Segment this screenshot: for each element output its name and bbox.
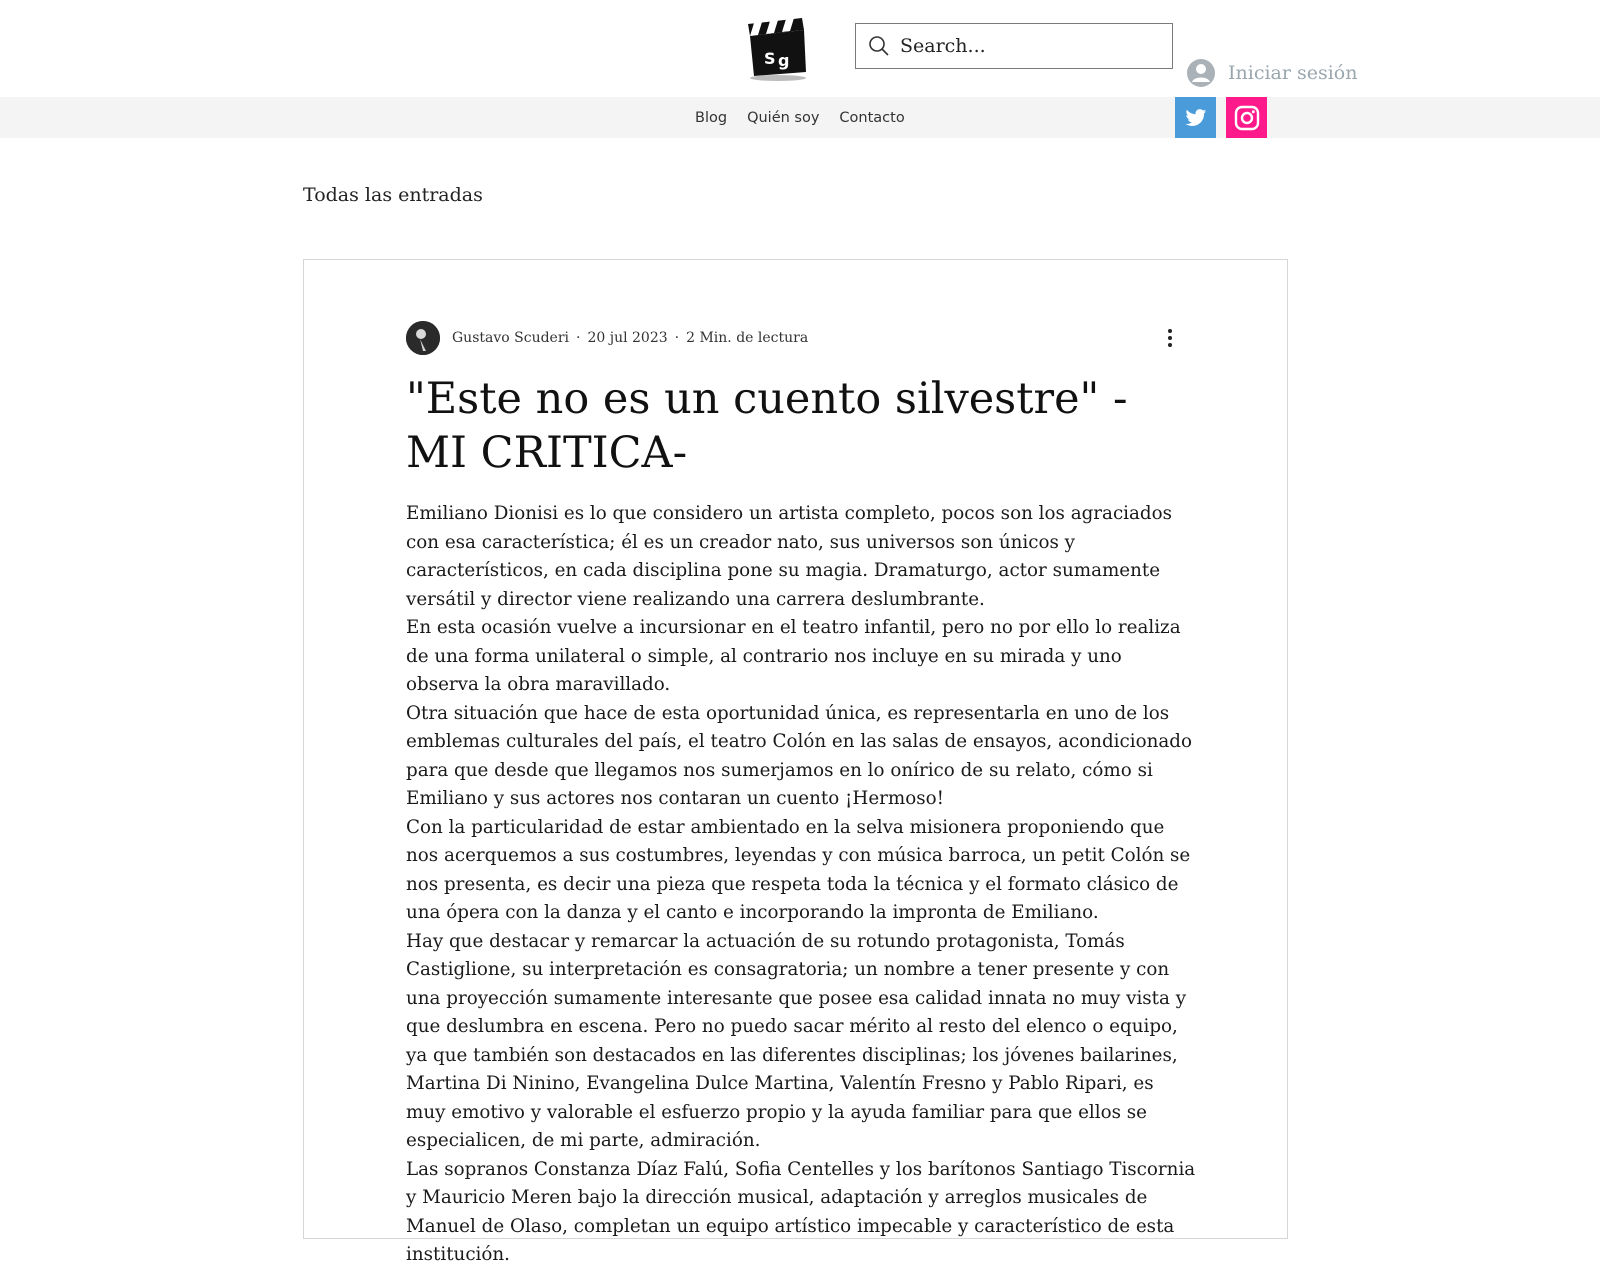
post-body xyxy=(406,500,1196,1270)
search-input[interactable] xyxy=(898,34,1162,58)
meta-separator: · xyxy=(674,330,680,346)
login-label: Iniciar sesión xyxy=(1228,62,1358,84)
user-icon xyxy=(1186,58,1216,88)
nav-item-blog[interactable]: Blog xyxy=(695,109,728,126)
post-paragraph: Las sopranos Constanza Díaz Falú, Sofia Centelles y los barítonos Santiago Tiscornia y Mauricio Meren bajo la dirección musical, adaptación y arreglos musicales de Manuel de Olaso, completan un equipo artístico impecable y característico de esta institución. xyxy=(406,1158,1196,1265)
login-button[interactable] xyxy=(1186,58,1357,88)
twitter-icon xyxy=(1185,108,1207,128)
instagram-icon xyxy=(1234,105,1260,131)
author-photo-icon xyxy=(406,321,440,355)
more-vertical-icon xyxy=(1162,326,1178,350)
post-paragraph: Hay que destacar y remarcar la actuación de su rotundo protagonista, Tomás Castiglione, su interpretación es consagratoria; un nombre a tener presente y con una proyección sumamente interesante que posee esa calidad innata no muy vista y que deslumbra en escena. Pero no puedo sacar mérito al resto del elenco o equipo, ya que también son destacados en las diferentes disciplinas; los jóvenes bailarines, Martina Di Ninino, Evangelina Dulce Martina, Valentín Fresno y Pablo Ripari, es muy emotivo y valorable el esfuerzo propio y la ayuda familiar para que ellos se especialicen, de mi parte, admiración. xyxy=(406,930,1187,1151)
post-paragraph: Con la particularidad de estar ambientado en la selva misionera proponiendo que nos acerquemos a sus costumbres, leyendas y con música barroca, un petit Colón se nos presenta, es decir una pieza que respeta toda la técnica y el formato clásico de una ópera con la danza y el canto e incorporando la impronta de Emiliano. xyxy=(406,816,1191,923)
main-nav xyxy=(695,97,905,138)
meta-separator: · xyxy=(576,330,581,346)
post-date: 20 jul 2023 xyxy=(587,330,668,346)
nav-item-contacto[interactable]: Contacto xyxy=(839,109,905,126)
instagram-link[interactable] xyxy=(1226,97,1267,138)
read-time: 2 Min. de lectura xyxy=(686,330,809,346)
author-avatar[interactable] xyxy=(406,321,440,355)
all-posts-link[interactable]: Todas las entradas xyxy=(303,184,483,206)
nav-item-quien-soy[interactable]: Quién soy xyxy=(747,109,820,126)
search-box[interactable] xyxy=(855,23,1173,69)
search-icon xyxy=(868,35,890,57)
more-options-button[interactable] xyxy=(1162,326,1178,350)
svg-text:S: S xyxy=(764,49,776,68)
post-paragraph: Otra situación que hace de esta oportunidad única, es representarla en uno de los emblemas culturales del país, el teatro Colón en las salas de ensayos, acondicionado para que desde que llegamos nos sumerjamos en lo onírico de su relato, cómo si Emiliano y sus actores nos contaran un cuento ¡Hermoso! xyxy=(406,702,1192,809)
twitter-link[interactable] xyxy=(1175,97,1216,138)
post-meta xyxy=(406,321,808,355)
post-title: "Este no es un cuento silvestre" -MI CRITICA- xyxy=(406,374,1128,478)
author-name[interactable]: Gustavo Scuderi xyxy=(452,330,570,346)
header xyxy=(0,0,1600,97)
post-paragraph: Emiliano Dionisi es lo que considero un artista completo, pocos son los agraciados con esa característica; él es un creador nato, sus universos son únicos y característicos, en cada disciplina pone su magia. Dramaturgo, actor sumamente versátil y director viene realizando una carrera deslumbrante. xyxy=(406,503,1173,610)
site-logo[interactable] xyxy=(744,16,812,82)
nav-bar xyxy=(0,97,1600,138)
svg-text:g: g xyxy=(778,51,790,70)
clapperboard-icon xyxy=(744,16,812,82)
post-paragraph: En esta ocasión vuelve a incursionar en el teatro infantil, pero no por ello lo realiza de una forma unilateral o simple, al contrario nos incluye en su mirada y uno observa la obra maravillado. xyxy=(406,617,1181,695)
